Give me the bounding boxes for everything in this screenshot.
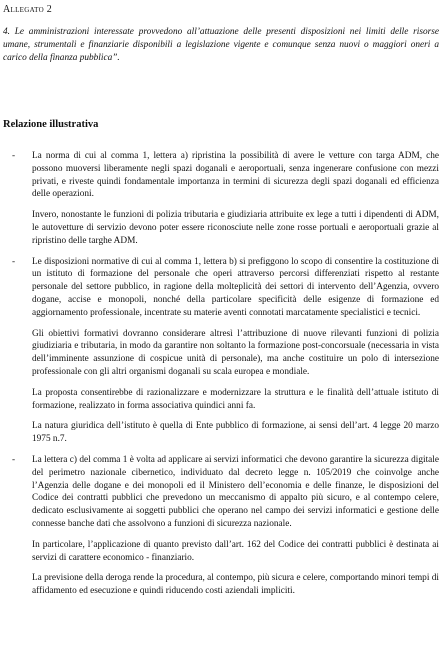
- paragraph: La proposta consentirebbe di razionalizzare e modernizzare la struttura e le finalità dell’attuale istituto di formazione, realizzato in forma associativa quindici anni fa.: [32, 387, 439, 411]
- bullet-marker: -: [12, 151, 16, 161]
- paragraph: La lettera c) del comma 1 è volta ad applicare ai servizi informatici che devono garantire la sicurezza digitale del perimetro nazionale cibernetico, individuato dal decreto legge n. 105/2019 che coinvolge anche l’Agenzia delle dogane e dei monopoli ed il Ministero dell’economia e delle finanze, le disposizioni del Codice dei contratti pubblici che prevedono un meccanismo di appalto più sicuro, e al contempo celere, dedicato esclusivamente ai soggetti pubblici che operano nel campo dei servizi informatici e gestione delle connesse banche dati che assolvono a funzioni di sicurezza nazionale.: [32, 454, 439, 529]
- list-item: [12, 150, 439, 248]
- attachment-header: Allegato 2: [3, 4, 53, 15]
- list-item: [12, 256, 439, 446]
- bullet-marker: -: [12, 256, 16, 267]
- paragraph: La natura giuridica dell’istituto è quella di Ente pubblico di formazione, ai sensi dell’art. 4 legge 20 marzo 1975 n.7.: [32, 421, 439, 445]
- paragraph: Gli obiettivi formativi dovranno considerare altresì l’attribuzione di nuove rilevanti funzioni di polizia giudiziaria e tributaria, in modo da garantire non soltanto la formazione post-concorsuale (necessaria in vista dell’imminente assunzione di cospicue unità di personale), ma anche costituire un polo di intersezione professionale con gli altri organismi doganali su scala europea e mondiale.: [32, 328, 439, 377]
- paragraph: Le disposizioni normative di cui al comma 1, lettera b) si prefiggono lo scopo di consentire la costituzione di un istituto di formazione del personale che operi attraverso percorsi differenziati rispetto al restante personale del settore pubblico, in ragione della molteplicità dei settori di intervento dell’Agenzia, ovvero dogane, accise e monopoli, nonché della particolare specificità delle esigenze di formazione ed aggiornamento professionale, incentrate su materie aventi connotati marcatamente specialistici e tecnici.: [32, 256, 439, 318]
- paragraph: In particolare, l’applicazione di quanto previsto dall’art. 162 del Codice dei contratti pubblici è destinata ai servizi di carattere economico - finanziario.: [32, 539, 439, 563]
- report-body: [12, 150, 439, 606]
- quoted-provision: 4. Le amministrazioni interessate provvedono all’attuazione delle presenti disposizioni nei limiti delle risorse umane, strumentali e finanziarie disponibili a legislazione vigente e comunque senza nuovi o maggiori oneri a carico della finanza pubblica”.: [3, 27, 439, 64]
- paragraph: Invero, nonostante le funzioni di polizia tributaria e giudiziaria attribuite ex lege a tutti i dipendenti di ADM, le autovetture di servizio devono poter essere riconosciute nelle zone rosse portuali e aeroportuali grazie al ripristino delle targhe ADM.: [32, 210, 439, 246]
- bullet-marker: -: [12, 454, 16, 465]
- list-item: [12, 454, 439, 598]
- paragraph: La previsione della deroga rende la procedura, al contempo, più sicura e celere, comportando minori tempi di affidamento ed esecuzione e quindi riducendo costi aziendali impliciti.: [32, 573, 439, 597]
- section-title: Relazione illustrativa: [3, 119, 99, 130]
- paragraph: La norma di cui al comma 1, lettera a) ripristina la possibilità di avere le vetture con targa ADM, che possono muoversi liberamente negli spazi doganali e aeroportuali, senza ingenerare confusione con mezzi privati, e riveste quindi fondamentale importanza in termini di sicurezza degli spazi doganali ed efficienza delle operazioni.: [32, 151, 439, 200]
